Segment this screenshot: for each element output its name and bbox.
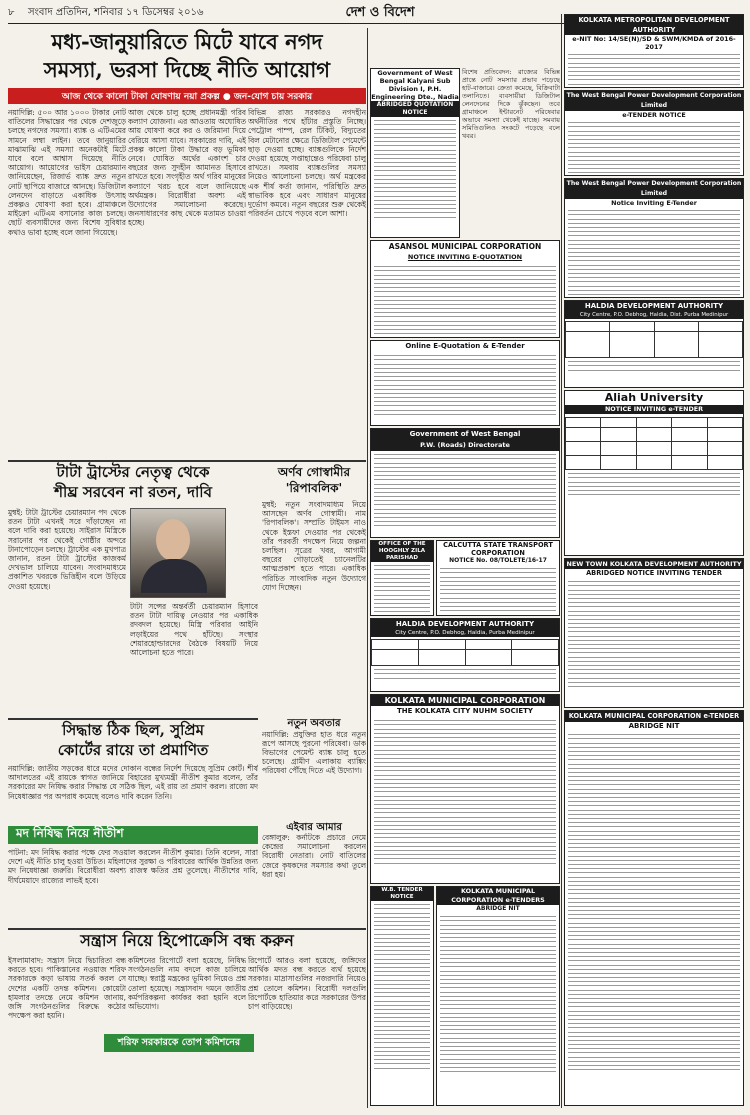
bottom-column-2: কমিশনের রিপোর্টে বলা হয়েছে, নিষিদ্ধ সংগঠনগুলি নাম বদলে কাজ চালিয়ে যাচ্ছে। স্বরাষ্ট্র মন্ত্রকের ভূমিকা নিয়েও প্রশ্ন তোলা হয়েছে। সন্ত্রাসবাদ দমনে জাতীয় কর্মপরিকল্পনা কার্যকর করা হয়নি বলে অভিযোগ। [128,956,246,1012]
pwd-ad [370,428,560,538]
ratan-tata-photo [130,508,226,598]
kmc-tender-ad [436,886,560,1106]
lead-headline-2: সমস্যা, ভরসা দিচ্ছে নীতি আয়োগ [43,57,331,82]
kmc-tender-org: KOLKATA MUNICIPAL CORPORATION e-TENDERS [437,887,559,905]
aliah-ad [564,390,744,556]
tata-column-1: মুম্বই: টাটা ট্রাস্টের চেয়ারম্যান পদ থেকে রতন টাটা এখনই সরে দাঁড়াচ্ছেন না বলে দাবি করা হয়েছে। সাইরাস মিস্ত্রিকে সরানোর পর থেকেই গোষ্ঠীর অন্দরে টানাপোড়েন চলছে। ট্রাস্টের এক মুখপাত্র জানান, রতন টাটা ট্রাস্টের কাজকর্ম দেখভাল চালিয়ে যাবেন। সংবাদমাধ্যমে প্রকাশিত খবরকে ভিত্তিহীন বলে উড়িয়ে দেওয়া হয়েছে। [8,508,126,591]
lead-strap: আজ থেকে কালো টাকা ঘোষণায় নয়া প্রকল্প ● জন-যোগ চায় সরকার [8,88,366,104]
kmda-title: e-NIT No: 14/SE(N)/SD & SWM/KMDA of 2016-2017 [572,35,736,51]
bottom-headline: সন্ত্রাস নিয়ে হিপোক্রেসি বন্ধ করুন [80,931,294,950]
online-quotation-org: Online E-Quotation & E-Tender [405,342,525,350]
divider [8,928,366,930]
lead-column-1: নয়াদিল্লি: ৫০০ আর ১০০০ টাকার নোট বাতিলের সিদ্ধান্তের পর থেকে দেশজুড়ে চলছে নগদের সমস্যা। ব্যাঙ্ক ও এটিএমের সামনে লম্বা লাইন। তবে জানুয়ারির মাঝামাঝি এই সমস্যা অনেকটাই মিটে যাবে বলে আশ্বাস দিয়েছে নীতি আয়োগ। আয়োগের ভাইস চেয়ারম্যান জানিয়েছেন, রিজার্ভ ব্যাঙ্ক দ্রুত নতুন নোট ছাপিয়ে বাজারে আনছে। ডিজিটাল লেনদেন বাড়াতে একাধিক উৎসাহ প্রকল্পও ঘোষণা করা হবে। গ্রামাঞ্চলে মাইক্রো এটিএম বসানোর কাজ চলছে। ছোট ব্যবসায়ীদের জন্য বিশেষ সুবিধার কথাও ভাবা হচ্ছে বলে জানা গিয়েছে। [8,108,126,237]
section-title: দেশ ও বিদেশ [345,5,415,20]
kmc-tender-title: ABRIDGE NIT [476,905,520,912]
asansol-org: ASANSOL MUNICIPAL CORPORATION [388,242,542,251]
aliah-table [565,417,743,470]
court-headline-2: কোর্টের রায়ে তা প্রমাণিত [57,741,209,759]
tata-column-2: টাটা সন্সের অন্তর্বর্তী চেয়ারম্যান হিসাবে রতন টাটা দায়িত্ব নেওয়ার পর একাধিক রদবদল হয়েছে। মিস্ত্রি পরিবার আইনি লড়াইয়ের পথে হাঁটছে। সংস্থার শেয়ারহোল্ডারদের বৈঠকে বিষয়টি নিয়ে আলোচনা হতে পারে। [130,602,258,658]
asansol-title: NOTICE INVITING E-QUOTATION [407,253,523,261]
nkda-ad [564,558,744,708]
hda-ad-2 [370,618,560,692]
natun-ebar-column [262,718,366,928]
wbpdcl-ad-2 [564,178,744,298]
kmc-right-title: ABRIDGE NIT [628,722,680,730]
lead-column-2: আজ থেকে চালু হচ্ছে প্রধানমন্ত্রী গরিব কল্যাণ যোজনা। এর আওতায় অঘোষিত আয় ঘোষণা করে কর ও জরিমানা দিয়ে বেরিয়ে আসা যাবে। সরকারের দাবি, এই প্রকল্প কালো টাকা উদ্ধারে বড় ভূমিকা নেবে। ঘোষিত অর্থের একাংশ চার বছরের জন্য সুদহীন আমানত হিসাবে রাখতে হবে। সংগৃহীত অর্থ গরিব মানুষের কল্যাণে খরচ হবে বলে জানিয়েছে অর্থমন্ত্রক। বিরোধীরা অবশ্য এই উদ্যোগের সমালোচনা করেছে। জনসাধারণের কাছ থেকে মতামত চাওয়া হচ্ছে। [128,108,246,228]
tata-headline-2: শীঘ্র সরবেন না রতন, দাবি [54,483,212,501]
nkda-title: ABRIDGED NOTICE INVITING TENDER [586,569,722,577]
tata-headline-1: টাটা ট্রাস্টের নেতৃত্ব থেকে [56,463,210,481]
bottom-tag: শরিফ সরকারকে তোপ কমিশনের [104,1034,254,1052]
wbpdcl-2-title: Notice Inviting E-Tender [611,199,697,207]
hda-ad-1 [564,300,744,388]
arnab-headline-1: অর্ণব গোস্বামীর [277,465,351,479]
divider [8,718,258,720]
ctc-title: NOTICE No. 08/TOLETE/16-17 [449,557,547,564]
nkda-org: NEW TOWN KOLKATA DEVELOPMENT AUTHORITY [566,560,742,568]
hda-1-title: City Centre, P.O. Debhog, Haldia, Dist. Purba Medinipur [565,312,743,319]
column-rule [561,14,562,1108]
wbpdcl-1-org: The West Bengal Power Development Corporation Limited [566,92,742,109]
kmc-right-ad [564,710,744,1106]
natun-heading: নতুন অবতার [287,718,341,729]
kmc-nuhm-org: KOLKATA MUNICIPAL CORPORATION [371,695,559,706]
page-number: ৮ [8,7,15,18]
wbpdcl-ad-1 [564,90,744,176]
kmc-right-org: KOLKATA MUNICIPAL CORPORATION e-TENDER [565,711,743,722]
ctc-org: CALCUTTA STATE TRANSPORT CORPORATION [443,541,553,557]
kmda-ad [564,14,744,88]
hda-2-title: City Centre, P.O. Debhog, Haldia, Purba Medinipur [371,630,559,637]
pwd-org: Government of West Bengal [371,429,559,440]
arnab-column: মুম্বই: নতুন সংবাদমাধ্যম নিয়ে আসছেন অর্ণব গোস্বামী। নাম 'রিপাবলিক'। সম্প্রতি টাইমস নাও থেকে ইস্তফা দেওয়ার পর থেকেই তাঁর পরবর্তী পদক্ষেপ নিয়ে জল্পনা চলছিল। সূত্রের খবর, আগামী বছরের গোড়াতেই চ্যানেলটির আত্মপ্রকাশ হতে পারে। একাধিক পরিচিত সাংবাদিক নতুন উদ্যোগে যোগ দিচ্ছেন। [262,500,366,592]
hooghly-org: OFFICE OF THE HOOGHLY ZILA PARISHAD [371,541,433,562]
lead-headline-1: মধ্য-জানুয়ারিতে মিটে যাবে নগদ [51,29,323,54]
ebar-text: বেঙ্গালুরু: কর্নাটকে প্রচারে নেমে কেন্দ্রের সমালোচনা করলেন বিরোধী নেতারা। নোট বাতিলের জেরে কৃষকদের সমস্যার কথা তুলে ধরা হয়। [262,833,366,879]
ctc-ad [436,540,560,616]
hda-2-table [371,639,559,666]
aliah-title: NOTICE INVITING e-TENDER [565,405,743,414]
hda-2-org: HALDIA DEVELOPMENT AUTHORITY [371,619,559,630]
ebar-heading: এইবার আমার [286,821,342,833]
kalyani-ad [370,68,460,238]
kalyani-title: ABRIDGED QUOTATION NOTICE [371,101,459,117]
lead-column-3: বিভিন্ন রাজ্য সরকারও নগদহীন অর্থনীতির পথে হাঁটার প্রস্তুতি নিচ্ছে। পেট্রোল পাম্প, রেল টিকিট, বিদ্যুতের বিল মেটানোর ক্ষেত্রে ডিজিটাল পেমেন্টে ছাড় দেওয়া হচ্ছে। ব্যাঙ্কগুলিকে নির্দেশ দেওয়া হয়েছে সপ্তাহান্তেও পরিষেবা চালু রাখতে। সমবায় ব্যাঙ্কগুলির সমস্যা নিয়েও আলোচনা চলছে। অর্থ মন্ত্রকের এক শীর্ষ কর্তা জানান, পরিস্থিতি দ্রুত স্বাভাবিক হবে এবং সাধারণ মানুষের দুর্ভোগ কমবে। নতুন বছরের শুরু থেকেই পরিবর্তন চোখে পড়বে বলে আশা। [248,108,366,219]
court-column: নয়াদিল্লি: জাতীয় সড়কের ধারে মদের দোকান বন্ধের নির্দেশ দিয়েছে সুপ্রিম কোর্ট। শীর্ষ আদালতের এই রায়কে স্বাগত জানিয়ে বিহারের মুখ্যমন্ত্রী নীতীশ কুমার বলেন, তাঁর সরকারের মদ নিষিদ্ধ করার সিদ্ধান্ত যে সঠিক ছিল, এই রায় তা প্রমাণ করল। রাজ্যে মদ নিষেধাজ্ঞার পর অপরাধ কমেছে বলেও দাবি করেন তিনি। [8,764,258,801]
wb-tender-ad [370,886,434,1106]
aliah-org: Aliah University [604,391,704,404]
wbpdcl-2-org: The West Bengal Power Development Corporation Limited [566,180,742,197]
online-quotation-ad [370,340,560,426]
pwd-title: P.W. (Roads) Directorate [371,440,559,451]
hda-1-table [565,321,743,358]
natun-text: নয়াদিল্লি: প্রযুক্তির হাত ধরে নতুন রূপে আসছে পুরনো পরিষেবা। ডাক বিভাগের পেমেন্ট ব্যাঙ্ক চালু হতে চলেছে। গ্রামীণ এলাকায় ব্যাঙ্কিং পরিষেবা পৌঁছে দিতে এই উদ্যোগ। [262,729,366,776]
kmda-org: KOLKATA METROPOLITAN DEVELOPMENT AUTHORITY [565,15,743,35]
nitish-band: মদ নিষিদ্ধ নিয়ে নীতীশ [8,826,258,844]
kmc-nuhm-ad [370,694,560,884]
bottom-column-1: ইসলামাবাদ: সন্ত্রাস নিয়ে দ্বিচারিতা বন্ধ করতে হবে। পাকিস্তানের নওয়াজ শরিফ সরকারকে কড়া ভাষায় সতর্ক করল সে দেশের একটি তদন্ত কমিশন। কোয়েটা হামলার তদন্তে নেমে কমিশন জানায়, জঙ্গি সংগঠনগুলির বিরুদ্ধে কঠোর পদক্ষেপ করা হয়নি। [8,956,126,1021]
kalyani-org: Government of West Bengal Kalyani Sub Division I, P.H. Engineering Dte., Nadia [371,69,459,101]
divider [8,460,366,462]
arnab-headline-2: 'রিপাবলিক' [285,481,343,495]
wbpdcl-1-title: e-TENDER NOTICE [622,111,686,119]
wb-tender-org: W.B. TENDER NOTICE [371,887,433,901]
column-rule [367,28,368,1108]
kmc-nuhm-title: THE KOLKATA CITY NUHM SOCIETY [397,707,533,715]
court-headline-1: সিদ্ধান্ত ঠিক ছিল, সুপ্রিম [62,721,204,739]
bottom-column-3: রিপোর্টে আরও বলা হয়েছে, জঙ্গিদের আর্থিক মদত বন্ধ করতে ব্যর্থ হয়েছে সরকার। মাদ্রাসাগুলির নজরদারি নিয়েও প্রশ্ন তোলে কমিশন। বিরোধী দলগুলি রিপোর্টকে হাতিয়ার করে সরকারের উপর চাপ বাড়িয়েছে। [248,956,366,1012]
hda-1-org: HALDIA DEVELOPMENT AUTHORITY [565,301,743,312]
date-line: সংবাদ প্রতিদিন, শনিবার ১৭ ডিসেম্বর ২০১৬ [28,7,204,18]
middle-news-column: বিশেষ প্রতিবেদন: রাজ্যের বিভিন্ন প্রান্তে নোট সমস্যার প্রভাব পড়েছে হাট-বাজারে। ক্রেতা কমেছে, বিক্রিবাটা তলানিতে। ব্যবসায়ীরা ডিজিটাল লেনদেনের দিকে ঝুঁকছেন। তবে গ্রামাঞ্চলে ইন্টারনেট পরিষেবার অভাবে সমস্যা থেকেই যাচ্ছে। সমবায় সমিতিগুলিও সংকটে পড়েছে বলে খবর। [462,68,560,140]
asansol-ad [370,240,560,338]
nitish-column: পাটনা: মদ নিষিদ্ধ করার পক্ষে ফের সওয়াল করলেন নীতীশ কুমার। তিনি বলেন, সারা দেশে এই নীতি চালু হওয়া উচিত। মহিলাদের সুরক্ষা ও পরিবারের আর্থিক উন্নতির জন্য মদ নিষেধাজ্ঞা জরুরি। বিরোধীরা অবশ্য রাজস্ব ক্ষতির প্রশ্ন তুলেছে। নীতীশের দাবি, দীর্ঘমেয়াদে রাজ্যের লাভই হবে। [8,848,258,885]
hooghly-ad [370,540,434,616]
